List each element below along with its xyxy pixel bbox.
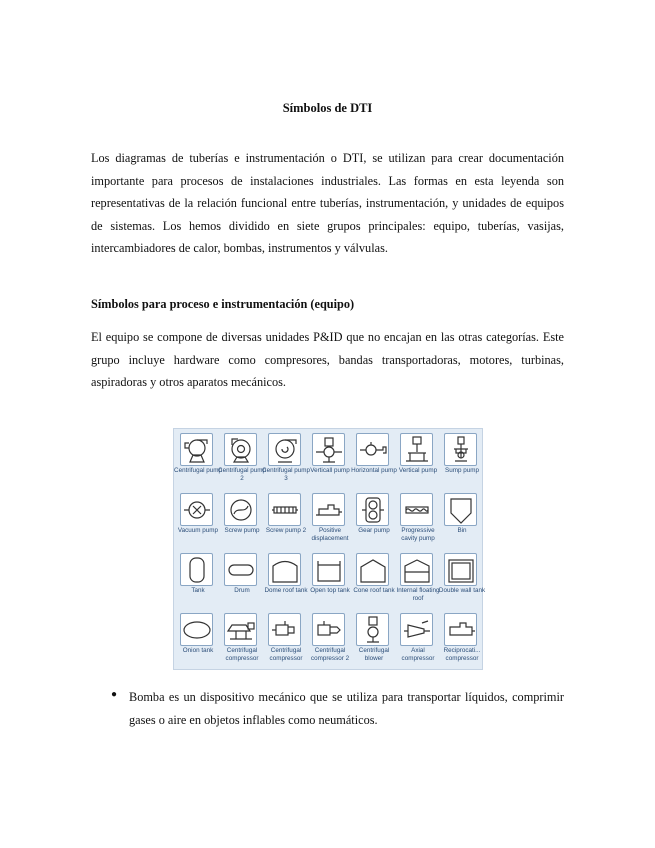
palette-item-label: Centrifugal compressor <box>225 647 259 662</box>
internal-floating-roof-icon <box>400 553 433 586</box>
palette-item-label: Vacuum pump <box>177 527 219 534</box>
palette-item-dome-roof-tank[interactable] <box>264 551 308 611</box>
axial-compressor-icon <box>400 613 433 646</box>
palette-item-label: Bin <box>457 527 467 534</box>
centrifugal-compressor-b-icon <box>268 613 301 646</box>
palette-item-label: Vertical pump <box>398 467 438 474</box>
palette-item-label: Sump pump <box>445 467 479 474</box>
palette-item-centrifugal-pump-2[interactable] <box>220 431 264 491</box>
palette-item-vertical-pump-2[interactable] <box>396 431 440 491</box>
section-paragraph: El equipo se compone de diversas unidades P&ID que no encajan en las otras categorías. Este grupo incluye hardware como compresores, bandas transportadoras, motores, turbinas, aspiradoras y otros aparatos mecánicos. <box>91 330 564 389</box>
bullet-marker: ● <box>111 689 118 700</box>
palette-item-reciprocating-compressor[interactable] <box>440 611 484 671</box>
palette-item-label: Progressive cavity pump <box>401 527 435 542</box>
palette-item-bin[interactable] <box>440 491 484 551</box>
double-wall-tank-icon <box>444 553 477 586</box>
palette-item-centrifugal-pump-3[interactable] <box>264 431 308 491</box>
palette-item-label: Centrifugal blower <box>358 647 390 662</box>
horizontal-pump-icon <box>356 433 389 466</box>
bullet-paragraph: Bomba es un dispositivo mecánico que se utiliza para transportar líquidos, comprimir gases o aire en objetos inflables como neumáticos. <box>129 690 564 727</box>
palette-item-label: Onion tank <box>182 647 214 654</box>
palette-item-label: Dome roof tank <box>264 587 308 594</box>
palette-item-label: Gear pump <box>358 527 390 534</box>
palette-item-label: Screw pump <box>224 527 260 534</box>
palette-item-label: Reciprocati... compressor <box>443 647 481 662</box>
palette-item-vertical-pump[interactable] <box>308 431 352 491</box>
palette-item-progressive-cavity-pump[interactable] <box>396 491 440 551</box>
palette-item-drum[interactable] <box>220 551 264 611</box>
cone-roof-tank-icon <box>356 553 389 586</box>
centrifugal-pump-2-icon <box>224 433 257 466</box>
palette-item-label: Horizontal pump <box>351 467 397 474</box>
drum-icon <box>224 553 257 586</box>
onion-tank-icon <box>180 613 213 646</box>
palette-item-label: Positive displacement <box>311 527 349 542</box>
screw-pump-2-icon <box>268 493 301 526</box>
palette-item-label: Internal floating roof <box>396 587 440 602</box>
centrifugal-compressor-2-icon <box>312 613 345 646</box>
reciprocating-compressor-icon <box>444 613 477 646</box>
palette-item-centrifugal-compressor[interactable] <box>220 611 264 671</box>
equipment-symbols-palette <box>173 428 486 670</box>
palette-item-centrifugal-compressor-2[interactable] <box>308 611 352 671</box>
palette-item-label: Cone roof tank <box>353 587 395 594</box>
palette-item-centrifugal-compressor-b[interactable] <box>264 611 308 671</box>
centrifugal-compressor-icon <box>224 613 257 646</box>
palette-item-vacuum-pump[interactable] <box>176 491 220 551</box>
palette-item-double-wall-tank[interactable] <box>440 551 484 611</box>
palette-item-onion-tank[interactable] <box>176 611 220 671</box>
centrifugal-blower-icon <box>356 613 389 646</box>
palette-item-label: Centrifugal pump 2 <box>218 467 266 482</box>
gear-pump-icon <box>356 493 389 526</box>
open-top-tank-icon <box>312 553 345 586</box>
page-title: Símbolos de DTI <box>282 101 373 115</box>
palette-item-tank[interactable] <box>176 551 220 611</box>
palette-item-centrifugal-blower[interactable] <box>352 611 396 671</box>
progressive-cavity-pump-icon <box>400 493 433 526</box>
palette-item-label: Axial compressor <box>401 647 435 662</box>
palette-item-axial-compressor[interactable] <box>396 611 440 671</box>
palette-item-label: Verticall pump <box>310 467 350 474</box>
centrifugal-pump-3-icon <box>268 433 301 466</box>
palette-item-gear-pump[interactable] <box>352 491 396 551</box>
palette-item-positive-displacement[interactable] <box>308 491 352 551</box>
palette-item-open-top-tank[interactable] <box>308 551 352 611</box>
palette-item-sump-pump[interactable] <box>440 431 484 491</box>
palette-item-centrifugal-pump[interactable] <box>176 431 220 491</box>
palette-item-label: Tank <box>191 587 205 594</box>
palette-item-label: Centrifugal compressor 2 <box>310 647 350 662</box>
tank-icon <box>180 553 213 586</box>
palette-item-label: Double wall tank <box>438 587 486 594</box>
palette-item-label: Drum <box>234 587 250 594</box>
positive-displacement-icon <box>312 493 345 526</box>
centrifugal-pump-icon <box>180 433 213 466</box>
sump-pump-icon <box>444 433 477 466</box>
palette-item-cone-roof-tank[interactable] <box>352 551 396 611</box>
palette-item-internal-floating-roof[interactable] <box>396 551 440 611</box>
vertical-pump-icon <box>312 433 345 466</box>
vertical-pump-2-icon <box>400 433 433 466</box>
section-heading: Símbolos para proceso e instrumentación (equipo) <box>91 297 355 311</box>
palette-item-label: Centrifugal pump <box>174 467 222 474</box>
intro-paragraph: Los diagramas de tuberías e instrumentación o DTI, se utilizan para crear documentación importante para procesos de instalaciones industriales. Las formas en esta leyenda son representativas de la relación funcional entre tuberías, instrumentación, y unidades de equipos de sistemas. Los hemos dividido en siete grupos principales: equipo, tuberías, vasijas, intercambiadores de calor, bombas, instrumentos y válvulas. <box>91 151 564 255</box>
vacuum-pump-icon <box>180 493 213 526</box>
palette-item-label: Centrifugal pump 3 <box>262 467 310 482</box>
palette-item-label: Open top tank <box>310 587 350 594</box>
screw-pump-icon <box>224 493 257 526</box>
palette-item-label: Screw pump 2 <box>265 527 307 534</box>
bin-icon <box>444 493 477 526</box>
palette-item-horizontal-pump[interactable] <box>352 431 396 491</box>
palette-item-screw-pump-2[interactable] <box>264 491 308 551</box>
palette-item-screw-pump[interactable] <box>220 491 264 551</box>
dome-roof-tank-icon <box>268 553 301 586</box>
palette-item-label: Centrifugal compressor <box>269 647 303 662</box>
